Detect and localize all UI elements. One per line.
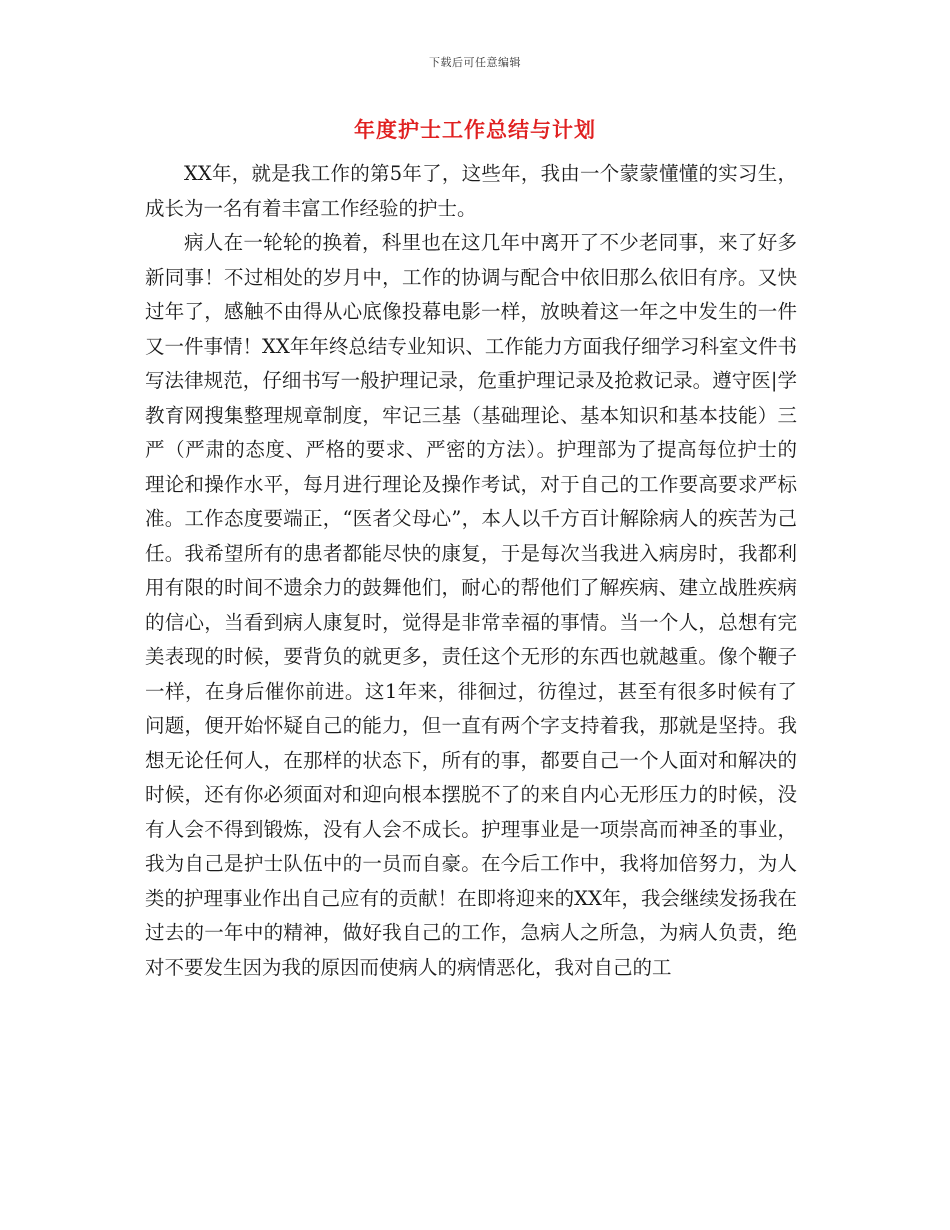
document-title: 年度护士工作总结与计划 <box>354 117 596 142</box>
header-note: 下载后可任意编辑 <box>429 56 521 69</box>
document-body <box>145 157 797 985</box>
paragraph-2: 病人在一轮轮的换着，科里也在这几年中离开了不少老同事，来了好多新同事！不过相处的岁月中，工作的协调与配合中依旧那么依旧有序。又快过年了，感触不由得从心底像投幕电影一样，放映着这一年之中发生的一件又一件事情！XX年年终总结专业知识、工作能力方面我仔细学习科室文件书写法律规范，仔细书写一般护理记录，危重护理记录及抢救记录。遵守医|学教育网搜集整理规章制度，牢记三基（基础理论、基本知识和基本技能）三严（严肃的态度、严格的要求、严密的方法）。护理部为了提高每位护士的理论和操作水平，每月进行理论及操作考试，对于自己的工作要高要求严标准。工作态度要端正，“医者父母心”，本人以千方百计解除病人的疾苦为己任。我希望所有的患者都能尽快的康复，于是每次当我进入病房时，我都利用有限的时间不遗余力的鼓舞他们，耐心的帮他们了解疾病、建立战胜疾病的信心，当看到病人康复时，觉得是非常幸福的事情。当一个人，总想有完美表现的时候，要背负的就更多，责任这个无形的东西也就越重。像个鞭子一样，在身后催你前进。这1年来，徘徊过，彷徨过，甚至有很多时候有了问题，便开始怀疑自己的能力，但一直有两个字支持着我，那就是坚持。我想无论任何人，在那样的状态下，所有的事，都要自己一个人面对和解决的时候，还有你必须面对和迎向根本摆脱不了的来自内心无形压力的时候，没有人会不得到锻炼，没有人会不成长。护理事业是一项崇高而神圣的事业，我为自己是护士队伍中的一员而自豪。在今后工作中，我将加倍努力，为人类的护理事业作出自己应有的贡献！在即将迎来的XX年，我会继续发扬我在过去的一年中的精神，做好我自己的工作，急病人之所急，为病人负责，绝对不要发生因为我的原因而使病人的病情恶化，我对自己的工 <box>145 231 797 979</box>
paragraph-1: XX年，就是我工作的第5年了，这些年，我由一个蒙蒙懂懂的实习生，成长为一名有着丰富工作经验的护士。 <box>145 162 797 220</box>
